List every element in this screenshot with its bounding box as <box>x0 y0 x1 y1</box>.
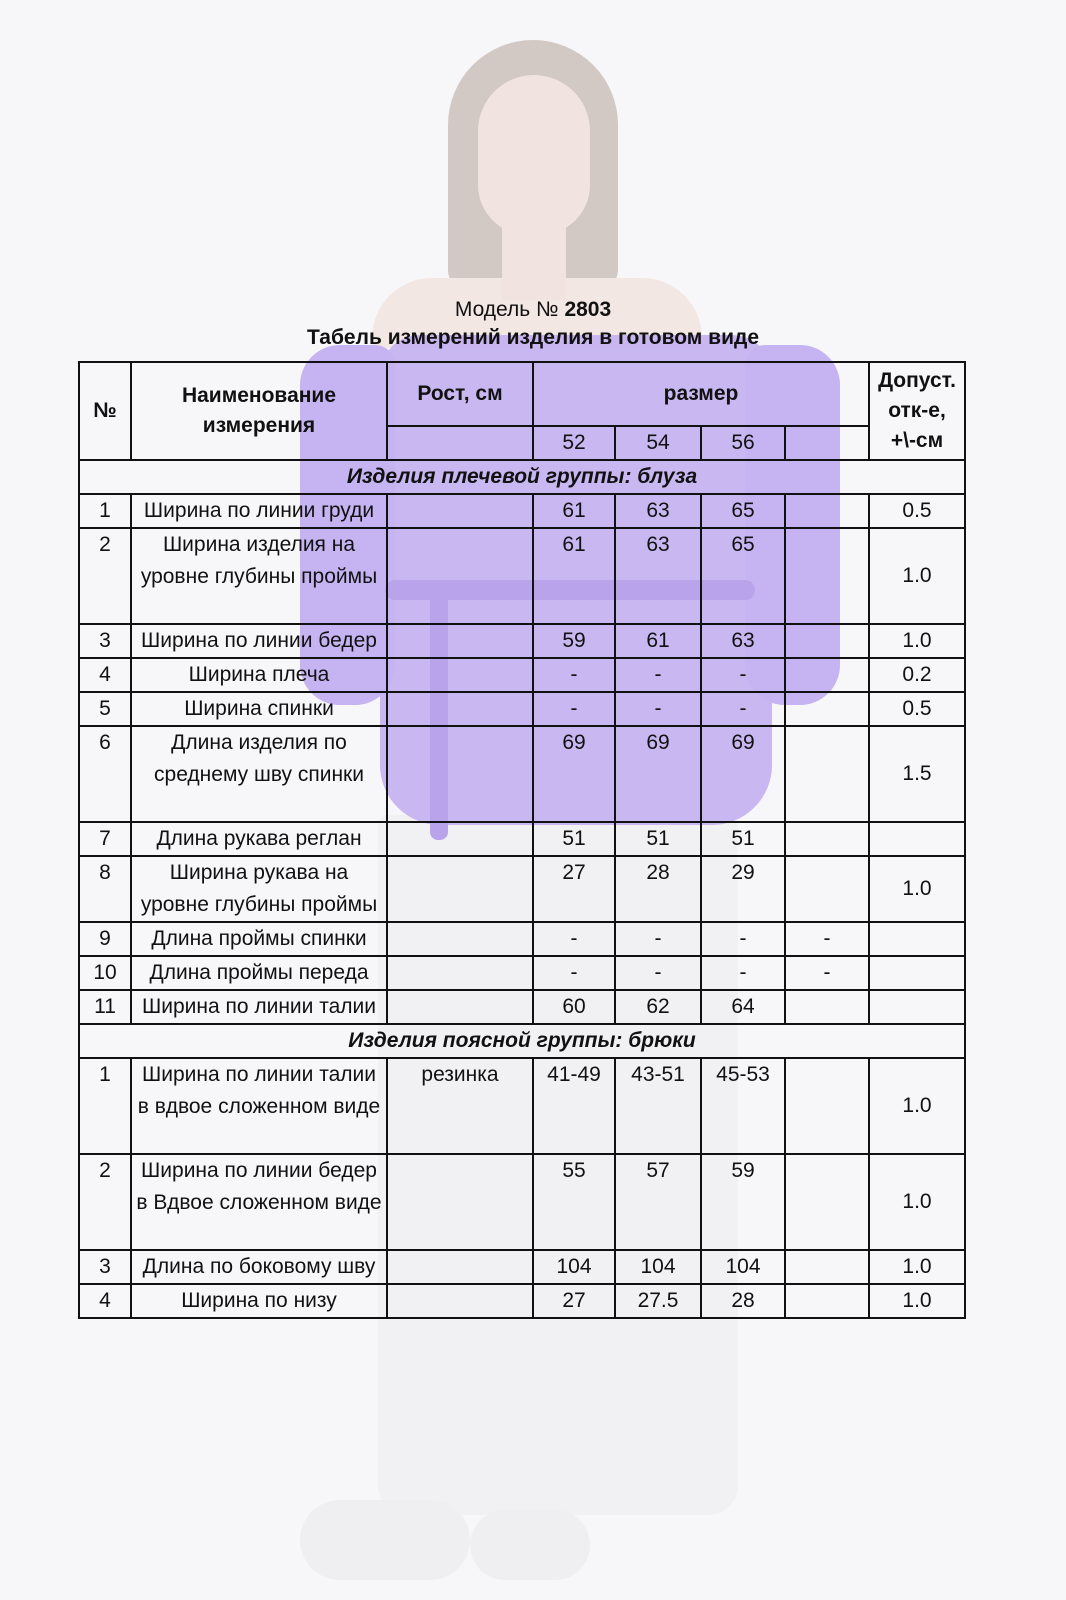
tolerance-value: 0.2 <box>869 658 965 692</box>
row-number: 11 <box>79 990 131 1024</box>
row-number: 2 <box>79 528 131 624</box>
size-52-value: - <box>533 956 615 990</box>
size-52-value: 55 <box>533 1154 615 1250</box>
measurement-name: Длина изделия по среднему шву спинки <box>131 726 387 822</box>
table-row <box>79 658 965 692</box>
table-row <box>79 1250 965 1284</box>
row-number: 4 <box>79 1284 131 1318</box>
model-left-shoe <box>300 1500 470 1580</box>
table-row <box>79 494 965 528</box>
table-row <box>79 856 965 922</box>
measurement-name: Длина по боковому шву <box>131 1250 387 1284</box>
measurement-name: Ширина по линии бедер <box>131 624 387 658</box>
size-54-value: 62 <box>615 990 701 1024</box>
height-value <box>387 856 533 922</box>
height-value <box>387 624 533 658</box>
header-size-54: 54 <box>615 426 701 460</box>
size-extra-value <box>785 1284 869 1318</box>
table-row <box>79 922 965 956</box>
header-size-extra <box>785 426 869 460</box>
measurement-name: Ширина плеча <box>131 658 387 692</box>
size-56-value: - <box>701 956 785 990</box>
table-row <box>79 692 965 726</box>
size-54-value: 63 <box>615 494 701 528</box>
header-height-blank <box>387 426 533 460</box>
height-value <box>387 990 533 1024</box>
size-56-value: - <box>701 922 785 956</box>
tolerance-value: 1.0 <box>869 1058 965 1154</box>
tolerance-value: 1.0 <box>869 528 965 624</box>
height-value <box>387 1154 533 1250</box>
row-number: 8 <box>79 856 131 922</box>
size-extra-value <box>785 1058 869 1154</box>
size-extra-value <box>785 624 869 658</box>
header-size: размер <box>533 362 869 426</box>
row-number: 4 <box>79 658 131 692</box>
tolerance-value <box>869 990 965 1024</box>
size-54-value: 43-51 <box>615 1058 701 1154</box>
row-number: 2 <box>79 1154 131 1250</box>
size-54-value: 104 <box>615 1250 701 1284</box>
table-row <box>79 1284 965 1318</box>
size-52-value: 69 <box>533 726 615 822</box>
tolerance-value: 0.5 <box>869 494 965 528</box>
size-56-value: 69 <box>701 726 785 822</box>
size-extra-value <box>785 1250 869 1284</box>
document-subtitle: Табель измерений изделия в готовом виде <box>306 326 760 349</box>
height-value <box>387 494 533 528</box>
header-measurement-name: Наименование измерения <box>131 362 387 460</box>
size-52-value: 51 <box>533 822 615 856</box>
tolerance-value: 0.5 <box>869 692 965 726</box>
size-54-value: 28 <box>615 856 701 922</box>
row-number: 1 <box>79 494 131 528</box>
size-extra-value <box>785 822 869 856</box>
size-extra-value: - <box>785 956 869 990</box>
size-52-value: 61 <box>533 494 615 528</box>
height-value <box>387 658 533 692</box>
size-56-value: 59 <box>701 1154 785 1250</box>
measurement-name: Ширина по низу <box>131 1284 387 1318</box>
table-row <box>79 1058 965 1154</box>
table-row <box>79 528 965 624</box>
size-52-value: 27 <box>533 1284 615 1318</box>
height-value <box>387 956 533 990</box>
header-number: № <box>79 362 131 460</box>
row-number: 7 <box>79 822 131 856</box>
size-extra-value <box>785 990 869 1024</box>
height-value <box>387 692 533 726</box>
height-value <box>387 1250 533 1284</box>
size-56-value: - <box>701 658 785 692</box>
section-title: Изделия поясной группы: брюки <box>79 1024 965 1058</box>
row-number: 3 <box>79 1250 131 1284</box>
tolerance-value: 1.0 <box>869 856 965 922</box>
table-row <box>79 624 965 658</box>
measurement-name: Ширина спинки <box>131 692 387 726</box>
size-52-value: 27 <box>533 856 615 922</box>
table-row <box>79 1154 965 1250</box>
row-number: 1 <box>79 1058 131 1154</box>
row-number: 9 <box>79 922 131 956</box>
table-row <box>79 956 965 990</box>
measurement-name: Ширина по линии талии в вдвое сложенном виде <box>131 1058 387 1154</box>
tolerance-value <box>869 822 965 856</box>
model-line <box>0 296 1066 324</box>
measurement-name: Длина рукава реглан <box>131 822 387 856</box>
size-extra-value <box>785 1154 869 1250</box>
size-52-value: - <box>533 692 615 726</box>
document-header <box>0 296 1066 352</box>
row-number: 3 <box>79 624 131 658</box>
section-title: Изделия плечевой группы: блуза <box>79 460 965 494</box>
size-54-value: 27.5 <box>615 1284 701 1318</box>
size-54-value: 51 <box>615 822 701 856</box>
height-value: резинка <box>387 1058 533 1154</box>
row-number: 6 <box>79 726 131 822</box>
size-56-value: 65 <box>701 494 785 528</box>
size-56-value: 65 <box>701 528 785 624</box>
tolerance-value: 1.0 <box>869 624 965 658</box>
size-54-value: - <box>615 922 701 956</box>
size-56-value: - <box>701 692 785 726</box>
size-56-value: 29 <box>701 856 785 922</box>
header-size-56: 56 <box>701 426 785 460</box>
size-extra-value: - <box>785 922 869 956</box>
measurement-name: Ширина по линии бедер в Вдвое сложенном виде <box>131 1154 387 1250</box>
size-54-value: 69 <box>615 726 701 822</box>
size-extra-value <box>785 726 869 822</box>
size-52-value: - <box>533 922 615 956</box>
size-54-value: 61 <box>615 624 701 658</box>
size-52-value: 61 <box>533 528 615 624</box>
size-52-value: 59 <box>533 624 615 658</box>
header-height: Рост, см <box>387 362 533 426</box>
row-number: 10 <box>79 956 131 990</box>
size-52-value: - <box>533 658 615 692</box>
row-number: 5 <box>79 692 131 726</box>
size-54-value: - <box>615 956 701 990</box>
tolerance-value: 1.0 <box>869 1154 965 1250</box>
measurement-name: Ширина по линии талии <box>131 990 387 1024</box>
measurement-name: Ширина рукава на уровне глубины проймы <box>131 856 387 922</box>
size-56-value: 51 <box>701 822 785 856</box>
size-extra-value <box>785 856 869 922</box>
measurement-name: Длина проймы спинки <box>131 922 387 956</box>
height-value <box>387 726 533 822</box>
height-value <box>387 922 533 956</box>
size-extra-value <box>785 494 869 528</box>
tolerance-value <box>869 922 965 956</box>
measurement-name: Ширина по линии груди <box>131 494 387 528</box>
size-54-value: 63 <box>615 528 701 624</box>
measurement-name: Длина проймы переда <box>131 956 387 990</box>
size-56-value: 64 <box>701 990 785 1024</box>
size-52-value: 41-49 <box>533 1058 615 1154</box>
model-number: 2803 <box>564 298 612 321</box>
model-face <box>478 75 590 235</box>
size-52-value: 104 <box>533 1250 615 1284</box>
height-value <box>387 528 533 624</box>
tolerance-value: 1.5 <box>869 726 965 822</box>
size-56-value: 63 <box>701 624 785 658</box>
measurement-name: Ширина изделия на уровне глубины проймы <box>131 528 387 624</box>
size-54-value: 57 <box>615 1154 701 1250</box>
size-54-value: - <box>615 658 701 692</box>
size-52-value: 60 <box>533 990 615 1024</box>
tolerance-value: 1.0 <box>869 1284 965 1318</box>
tolerance-value: 1.0 <box>869 1250 965 1284</box>
height-value <box>387 822 533 856</box>
header-size-52: 52 <box>533 426 615 460</box>
size-extra-value <box>785 692 869 726</box>
table-row <box>79 726 965 822</box>
model-right-shoe <box>470 1510 590 1580</box>
table-row <box>79 822 965 856</box>
height-value <box>387 1284 533 1318</box>
header-tolerance: Допуст. отк-е, +\-см <box>869 362 965 460</box>
tolerance-value <box>869 956 965 990</box>
size-extra-value <box>785 658 869 692</box>
size-54-value: - <box>615 692 701 726</box>
table-row <box>79 990 965 1024</box>
measurement-table <box>78 361 966 1319</box>
size-56-value: 28 <box>701 1284 785 1318</box>
size-extra-value <box>785 528 869 624</box>
size-56-value: 45-53 <box>701 1058 785 1154</box>
size-56-value: 104 <box>701 1250 785 1284</box>
model-prefix: Модель № <box>454 298 559 321</box>
